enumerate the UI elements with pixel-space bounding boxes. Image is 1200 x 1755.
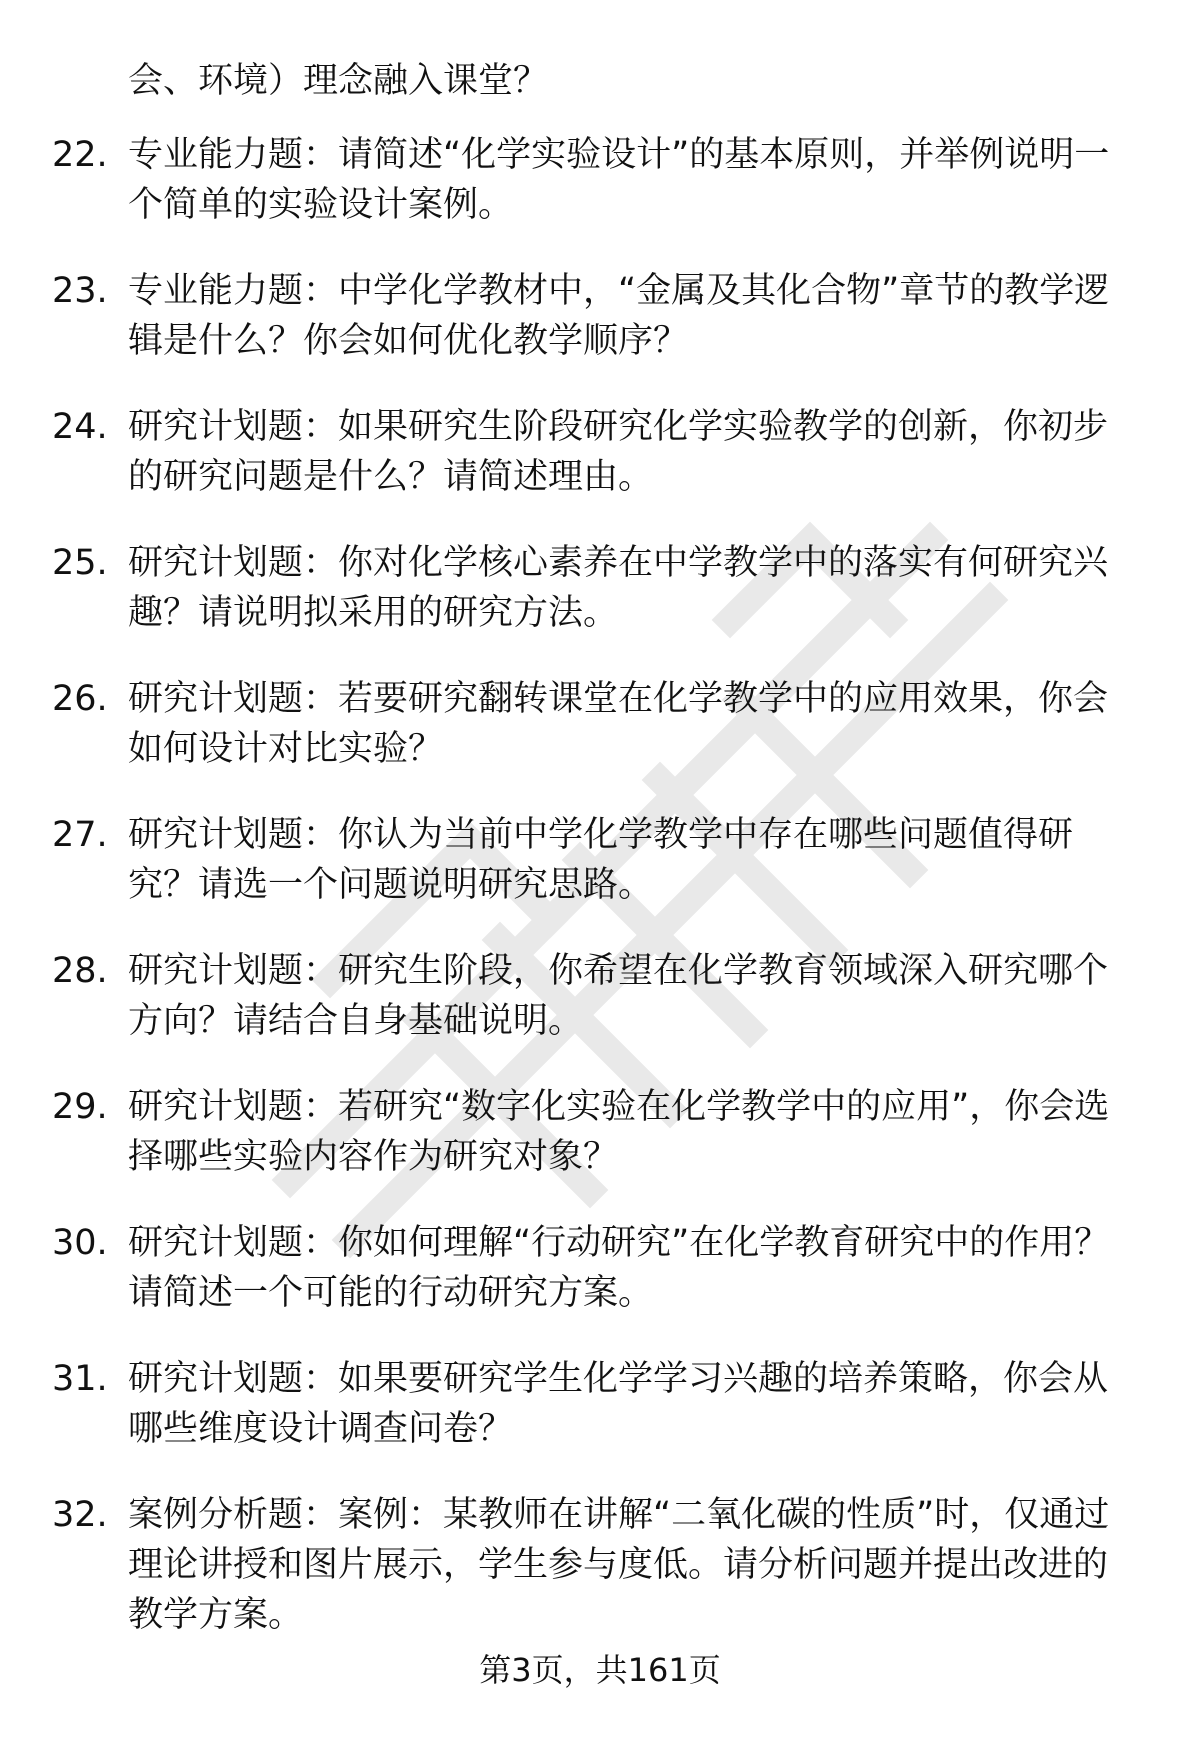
question-number: 30. bbox=[52, 1223, 108, 1263]
question-number: 28. bbox=[52, 951, 108, 991]
list-item bbox=[52, 266, 1138, 366]
list-item bbox=[52, 1218, 1138, 1318]
list-item bbox=[52, 130, 1138, 230]
question-number: 23. bbox=[52, 271, 108, 311]
list-item bbox=[52, 946, 1138, 1046]
list-item bbox=[52, 674, 1138, 774]
question-text: 研究计划题：若要研究翻转课堂在化学教学中的应用效果，你会如何设计对比实验？ bbox=[128, 679, 1109, 769]
question-number: 32. bbox=[52, 1495, 108, 1535]
question-text: 研究计划题：如果要研究学生化学学习兴趣的培养策略，你会从哪些维度设计调查问卷？ bbox=[128, 1359, 1109, 1449]
page-footer: 第3页，共161页 bbox=[479, 1651, 721, 1689]
question-text: 研究计划题：研究生阶段，你希望在化学教育领域深入研究哪个方向？请结合自身基础说明。 bbox=[128, 951, 1109, 1041]
question-text: 研究计划题：你如何理解“行动研究”在化学教育研究中的作用？请简述一个可能的行动研究方案。 bbox=[128, 1223, 1110, 1313]
list-item bbox=[52, 1354, 1138, 1454]
question-number: 22. bbox=[52, 135, 108, 175]
list-item bbox=[52, 538, 1138, 638]
question-number: 31. bbox=[52, 1359, 108, 1399]
list-item bbox=[52, 1082, 1138, 1182]
question-text: 研究计划题：你对化学核心素养在中学教学中的落实有何研究兴趣？请说明拟采用的研究方法。 bbox=[128, 543, 1109, 633]
question-text: 研究计划题：如果研究生阶段研究化学实验教学的创新，你初步的研究问题是什么？请简述理由。 bbox=[128, 407, 1109, 497]
question-text: 案例分析题：案例：某教师在讲解“二氧化碳的性质”时，仅通过理论讲授和图片展示，学生参与度低。请分析问题并提出改进的教学方案。 bbox=[128, 1495, 1110, 1635]
list-item bbox=[52, 810, 1138, 910]
question-number: 27. bbox=[52, 815, 108, 855]
question-number: 26. bbox=[52, 679, 108, 719]
question-number: 29. bbox=[52, 1087, 108, 1127]
question-text: 专业能力题：请简述“化学实验设计”的基本原则，并举例说明一个简单的实验设计案例。 bbox=[128, 135, 1110, 225]
question-number: 25. bbox=[52, 543, 108, 583]
question-number: 24. bbox=[52, 407, 108, 447]
question-text: 专业能力题：中学化学教材中，“金属及其化合物”章节的教学逻辑是什么？你会如何优化教学顺序？ bbox=[128, 271, 1110, 361]
continued-text: 会、环境）理念融入课堂？ bbox=[128, 61, 549, 101]
question-text: 研究计划题：你认为当前中学化学教学中存在哪些问题值得研究？请选一个问题说明研究思路。 bbox=[128, 815, 1074, 905]
question-list bbox=[0, 56, 1200, 1676]
list-item bbox=[52, 1490, 1138, 1640]
list-item bbox=[52, 402, 1138, 502]
question-text: 研究计划题：若研究“数字化实验在化学教学中的应用”，你会选择哪些实验内容作为研究对象？ bbox=[128, 1087, 1110, 1177]
